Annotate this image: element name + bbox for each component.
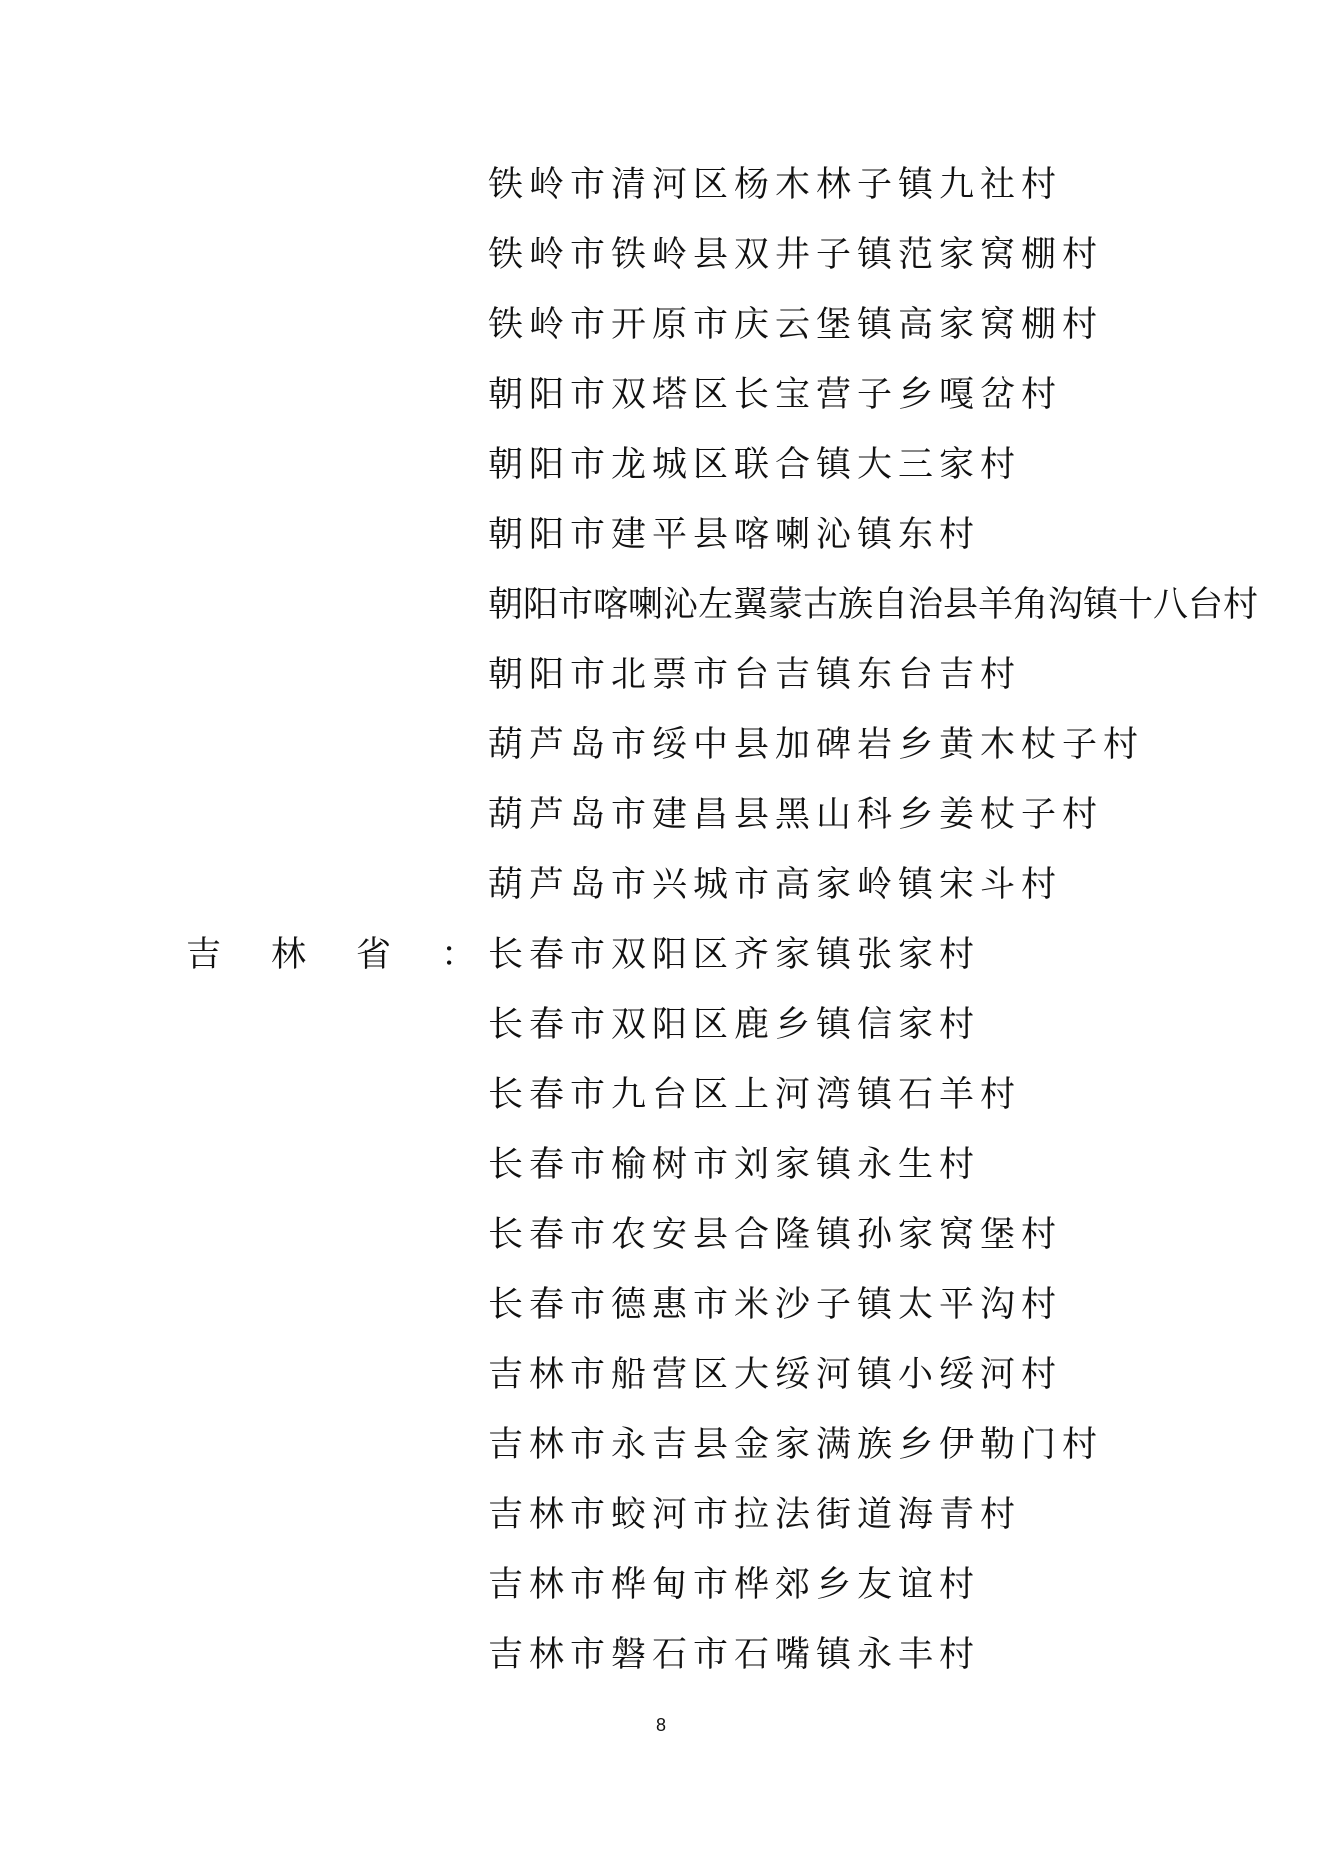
list-item bbox=[0, 1353, 1322, 1423]
list-item bbox=[0, 1633, 1322, 1703]
village-entry: 葫芦岛市绥中县加碑岩乡黄木杖子村 bbox=[488, 725, 1145, 765]
village-entry: 葫芦岛市建昌县黑山科乡姜杖子村 bbox=[488, 795, 1104, 835]
province-char: 吉 bbox=[186, 935, 222, 975]
list-item bbox=[0, 1213, 1322, 1283]
village-entry: 吉林市蛟河市拉法街道海青村 bbox=[488, 1495, 1022, 1535]
list-item bbox=[0, 933, 1322, 1003]
village-entry: 朝阳市建平县喀喇沁镇东村 bbox=[488, 515, 981, 555]
list-item bbox=[0, 1143, 1322, 1213]
list-item bbox=[0, 1423, 1322, 1493]
list-item bbox=[0, 653, 1322, 723]
village-entry: 吉林市磐石市石嘴镇永丰村 bbox=[488, 1635, 981, 1675]
list-item bbox=[0, 1563, 1322, 1633]
list-item bbox=[0, 163, 1322, 233]
village-entry: 长春市德惠市米沙子镇太平沟村 bbox=[488, 1285, 1063, 1325]
list-item bbox=[0, 863, 1322, 933]
village-entry: 长春市双阳区鹿乡镇信家村 bbox=[488, 1005, 981, 1045]
village-list bbox=[0, 163, 1322, 1703]
list-item bbox=[0, 303, 1322, 373]
list-item bbox=[0, 1003, 1322, 1073]
village-entry: 吉林市桦甸市桦郊乡友谊村 bbox=[488, 1565, 981, 1605]
village-entry: 长春市九台区上河湾镇石羊村 bbox=[488, 1075, 1022, 1115]
list-item bbox=[0, 583, 1322, 653]
province-char: 省 bbox=[356, 935, 392, 975]
province-char: 林 bbox=[271, 935, 307, 975]
list-item bbox=[0, 1493, 1322, 1563]
village-entry: 铁岭市开原市庆云堡镇高家窝棚村 bbox=[488, 305, 1104, 345]
list-item bbox=[0, 513, 1322, 583]
village-entry: 铁岭市清河区杨木林子镇九社村 bbox=[488, 165, 1063, 205]
list-item bbox=[0, 233, 1322, 303]
village-entry: 长春市榆树市刘家镇永生村 bbox=[488, 1145, 981, 1185]
province-colon: ： bbox=[441, 935, 477, 975]
list-item bbox=[0, 793, 1322, 863]
list-item bbox=[0, 443, 1322, 513]
village-entry: 长春市双阳区齐家镇张家村 bbox=[488, 935, 981, 975]
village-entry: 朝阳市喀喇沁左翼蒙古族自治县羊角沟镇十八台村 bbox=[488, 585, 1259, 625]
village-entry: 葫芦岛市兴城市高家岭镇宋斗村 bbox=[488, 865, 1063, 905]
list-item bbox=[0, 1283, 1322, 1353]
village-entry: 吉林市船营区大绥河镇小绥河村 bbox=[488, 1355, 1063, 1395]
list-item bbox=[0, 373, 1322, 443]
page-number: 8 bbox=[655, 1715, 666, 1735]
village-entry: 吉林市永吉县金家满族乡伊勒门村 bbox=[488, 1425, 1104, 1465]
village-entry: 长春市农安县合隆镇孙家窝堡村 bbox=[488, 1215, 1063, 1255]
village-entry: 铁岭市铁岭县双井子镇范家窝棚村 bbox=[488, 235, 1104, 275]
village-entry: 朝阳市龙城区联合镇大三家村 bbox=[488, 445, 1022, 485]
village-entry: 朝阳市北票市台吉镇东台吉村 bbox=[488, 655, 1022, 695]
list-item bbox=[0, 723, 1322, 793]
village-entry: 朝阳市双塔区长宝营子乡嘎岔村 bbox=[488, 375, 1063, 415]
list-item bbox=[0, 1073, 1322, 1143]
